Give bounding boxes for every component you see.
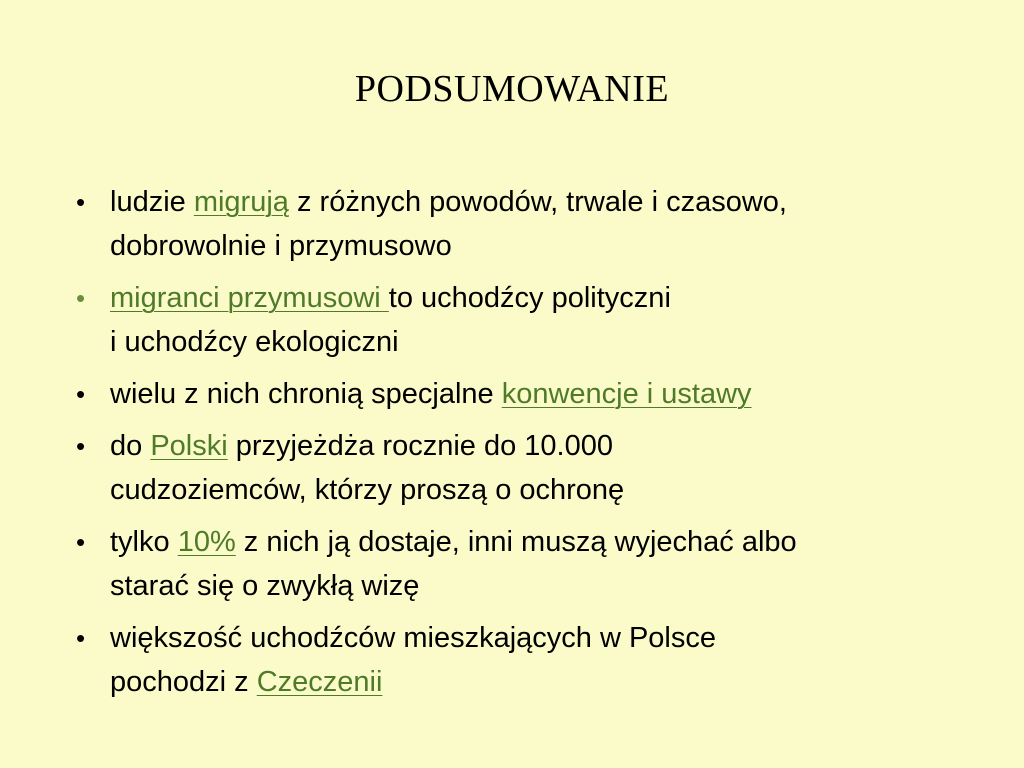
- link-konwencje-i-ustawy[interactable]: konwencje i ustawy: [501, 378, 752, 410]
- bullet-item-poland-arrivals: [76, 424, 976, 512]
- bullet-text-part: z różnych powodów, trwale i czasowo,: [288, 186, 787, 218]
- bullet-text-part: dobrowolnie i przymusowo: [110, 230, 452, 262]
- bullet-text-part: cudzoziemców, którzy proszą o ochronę: [110, 474, 625, 506]
- bullet-list: [76, 180, 976, 712]
- bullet-icon: •: [76, 187, 86, 217]
- link-10-percent[interactable]: 10%: [177, 526, 236, 558]
- bullet-icon: •: [76, 379, 86, 409]
- bullet-text-part: ludzie: [110, 186, 194, 218]
- bullet-item-forced-migrants: [76, 276, 976, 364]
- bullet-text-part: wielu z nich chronią specjalne: [110, 378, 502, 410]
- slide-title: PODSUMOWANIE: [354, 68, 670, 110]
- bullet-item-chechnya: [76, 616, 976, 704]
- bullet-text-part: z nich ją dostaje, inni muszą wyjechać albo: [235, 526, 797, 558]
- bullet-text-part: przyjeżdża rocznie do 10.000: [227, 430, 613, 462]
- bullet-icon: •: [76, 527, 86, 557]
- bullet-text-part: większość uchodźców mieszkających w Polsce: [110, 622, 716, 654]
- bullet-text-part: pochodzi z: [110, 666, 257, 698]
- bullet-icon: •: [76, 431, 86, 461]
- bullet-text-part: i uchodźcy ekologiczni: [110, 326, 399, 358]
- bullet-icon: •: [76, 623, 86, 653]
- bullet-icon: •: [76, 283, 86, 313]
- link-migranci-przymusowi[interactable]: migranci przymusowi: [110, 282, 389, 314]
- link-migruja[interactable]: migrują: [193, 186, 289, 218]
- bullet-item-ten-percent: [76, 520, 976, 608]
- bullet-text-part: do: [110, 430, 151, 462]
- bullet-item-conventions: [76, 372, 976, 416]
- bullet-text-part: tylko: [110, 526, 178, 558]
- bullet-item-migration: [76, 180, 976, 268]
- link-czeczenii[interactable]: Czeczenii: [256, 666, 383, 698]
- link-polski[interactable]: Polski: [150, 430, 228, 462]
- bullet-text-part: starać się o zwykłą wizę: [110, 570, 420, 602]
- bullet-text-part: to uchodźcy polityczni: [388, 282, 671, 314]
